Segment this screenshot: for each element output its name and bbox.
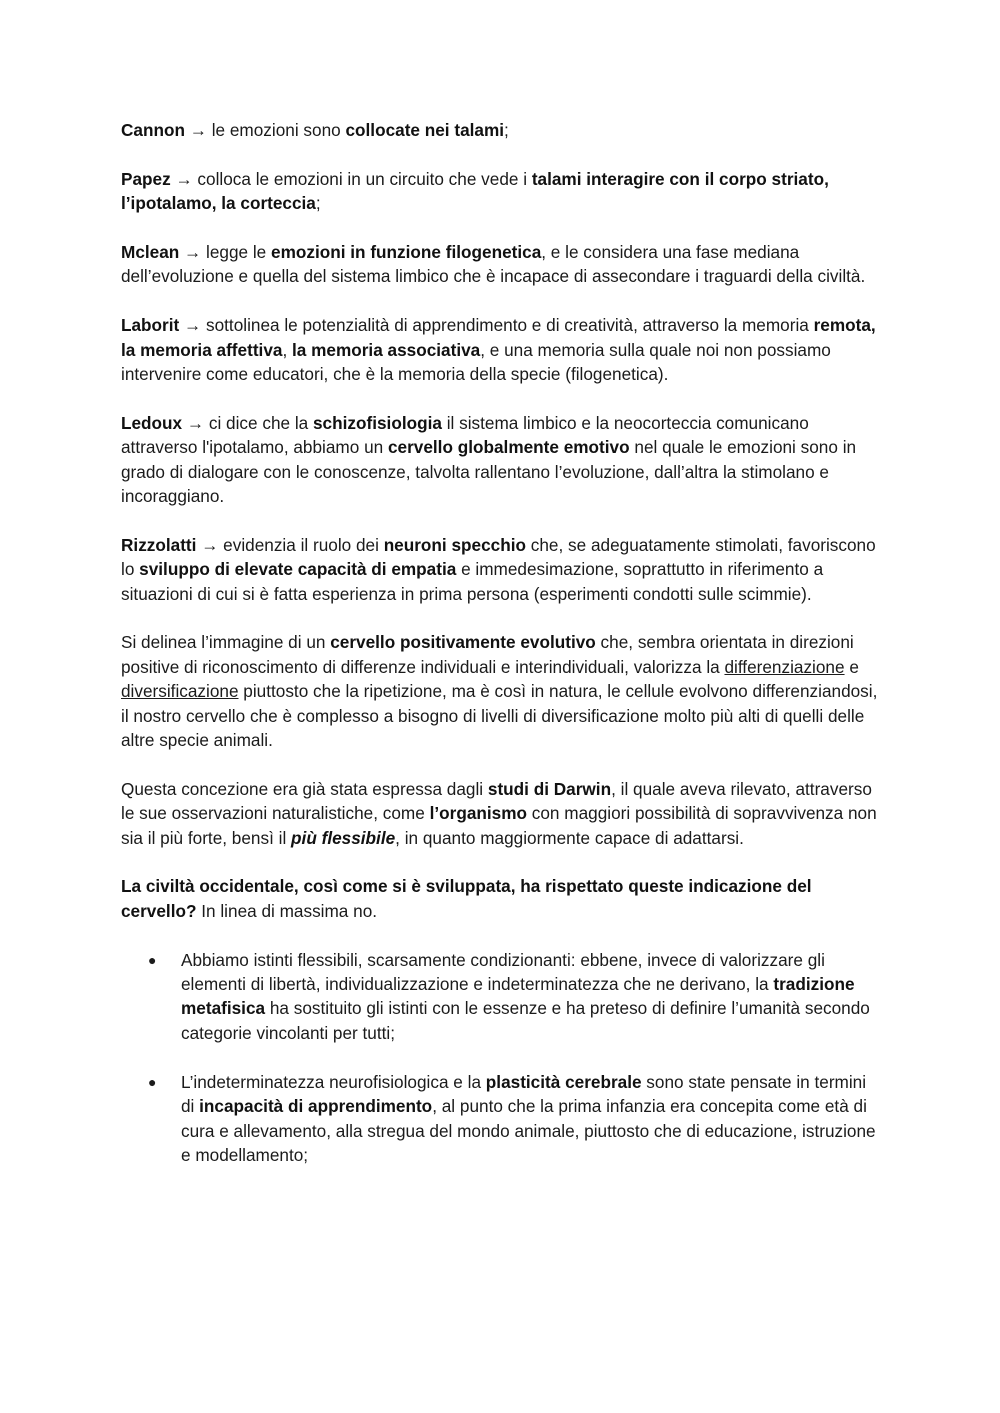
text-run: Si delinea l’immagine di un	[121, 632, 331, 653]
text-run: ;	[504, 120, 509, 140]
text-run: il sistema limbico e la neocorteccia comunicano attraverso l'ipotalamo, abbiamo un	[121, 412, 809, 458]
text-run: → sottolinea le potenzialità di apprendimento e di creatività, attraverso la memoria	[179, 315, 814, 336]
text-run: che, se adeguatamente stimolati, favoriscono lo	[121, 534, 876, 580]
text-run: ha sostituito gli istinti con le essenze e ha preteso di definire l’umanità secondo categorie vincolanti per tutti;	[181, 998, 870, 1043]
text-run: nel quale le emozioni sono in grado di dialogare con le conoscenze, talvolta rallentano l’evoluzione, dall’altra la stimolano e incoraggiano.	[121, 437, 857, 507]
paragraph-evolutionary-brain	[121, 630, 881, 752]
bold-text: l’organismo	[429, 803, 527, 824]
author-name: Laborit	[121, 315, 180, 336]
bold-text: incapacità di apprendimento	[199, 1096, 433, 1117]
bold-text: schizofisiologia	[313, 412, 442, 433]
paragraph-ledoux	[121, 411, 881, 509]
author-name: Papez	[121, 168, 171, 189]
author-name: Ledoux	[121, 412, 183, 433]
text-run: ,	[282, 339, 292, 360]
bullet-icon: ●	[148, 1073, 157, 1090]
bold-text: plasticità cerebrale	[485, 1071, 642, 1092]
paragraph-darwin	[121, 777, 881, 850]
text-run: In linea di massima no.	[196, 900, 378, 921]
list-item	[121, 948, 881, 1046]
text-run: , e le considera una fase mediana dell’evoluzione e quella del sistema limbico che è incapace di assecondare i traguardi della civiltà.	[121, 242, 866, 287]
paragraph-laborit	[121, 313, 881, 386]
text-run: → le emozioni sono	[184, 120, 346, 140]
text-run: ;	[315, 193, 321, 214]
paragraph-mclean	[121, 240, 881, 289]
text-run: , il quale aveva rilevato, attraverso le sue osservazioni naturalistiche, come	[121, 778, 872, 824]
list-item	[121, 1070, 881, 1168]
bold-text: remota, la memoria affettiva	[121, 315, 876, 360]
text-run: Questa concezione era già stata espressa dagli	[121, 778, 488, 799]
author-name: Cannon	[121, 120, 185, 140]
bold-text: la memoria associativa	[292, 339, 481, 360]
bold-text: collocate nei talami	[345, 120, 505, 140]
document-page	[121, 118, 881, 1192]
text-run: piuttosto che la ripetizione, ma è così in natura, le cellule evolvono differenziandosi, il nostro cervello che è complesso a bisogno di livelli di diversificazione molto più alti di quelli delle altre specie animali.	[121, 681, 878, 751]
bold-text: emozioni in funzione filogenetica	[271, 242, 542, 262]
text-run: con maggiori possibilità di sopravvivenza non sia il più forte, bensì il	[121, 803, 877, 848]
text-run: , e una memoria sulla quale noi non possiamo intervenire come educatori, che è la memoria della specie (filogenetica).	[121, 339, 831, 385]
text-run: Abbiamo istinti flessibili, scarsamente condizionanti: ebbene, invece di valorizzare gli elementi di libertà, individualizzazione e indeterminatezza che ne derivano, la	[181, 949, 825, 995]
text-run: L’indeterminatezza neurofisiologica e la	[181, 1071, 486, 1092]
underlined-text: differenziazione	[724, 656, 845, 677]
bold-text: sviluppo di elevate capacità di empatia	[139, 559, 457, 580]
paragraph-cannon	[121, 118, 881, 142]
paragraph-papez	[121, 167, 881, 216]
bold-text: tradizione metafisica	[181, 974, 855, 1019]
bullet-list	[121, 948, 881, 1168]
text-run: → ci dice che la	[182, 412, 313, 433]
bullet-icon: ●	[148, 951, 157, 968]
author-name: Mclean	[121, 242, 180, 262]
paragraph-western-civilization	[121, 874, 881, 923]
text-run: e	[844, 656, 859, 677]
text-run: sono state pensate in termini di	[181, 1071, 867, 1117]
bold-question: La civiltà occidentale, così come si è sviluppata, ha rispettato queste indicazione del cervello?	[121, 876, 812, 921]
bold-text: cervello globalmente emotivo	[387, 437, 630, 458]
underlined-text: diversificazione	[121, 681, 239, 702]
bold-text: neuroni specchio	[383, 534, 526, 555]
paragraph-rizzolatti	[121, 533, 881, 606]
bold-text: cervello positivamente evolutivo	[330, 632, 596, 653]
bold-text: talami interagire con il corpo striato, l’ipotalamo, la corteccia	[121, 168, 829, 214]
text-run: , al punto che la prima infanzia era concepita come età di cura e allevamento, alla stregua del mondo animale, piuttosto che di educazione, istruzione e modellamento;	[181, 1096, 876, 1165]
text-run: → colloca le emozioni in un circuito che vede i	[170, 168, 532, 189]
text-run: , in quanto maggiormente capace di adattarsi.	[395, 827, 744, 848]
text-run: → legge le	[179, 242, 272, 262]
bold-italic-text: più flessibile	[291, 827, 396, 848]
text-run: → evidenzia il ruolo dei	[196, 534, 384, 555]
author-name: Rizzolatti	[121, 534, 197, 555]
bold-text: studi di Darwin	[487, 778, 612, 799]
text-run: che, sembra orientata in direzioni positive di riconoscimento di differenze individuali e interindividuali, valorizza la	[121, 632, 854, 677]
text-run: e immedesimazione, soprattutto in riferimento a situazioni di cui si è fatta esperienza in prima persona (esperimenti condotti sulle scimmie).	[121, 559, 824, 604]
